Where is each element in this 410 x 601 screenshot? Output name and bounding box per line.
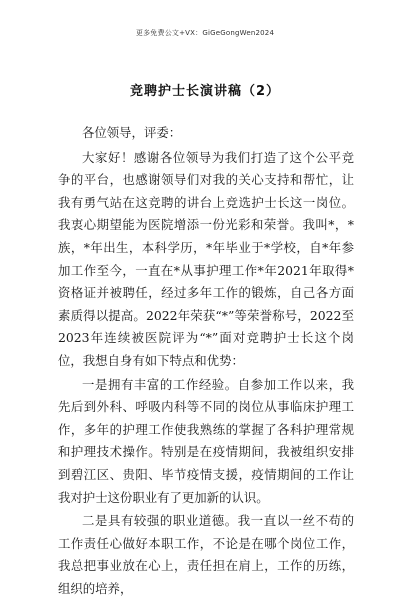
paragraph-intro: 大家好！感谢各位领导为我们打造了这个公平竞争的平台，也感谢领导们对我的关心支持和帮忙，让我有勇气站在这竞聘的讲台上竞选护士长这一岗位。我衷心期望能为医院增添一份光彩和荣誉。我叫*，*族，*年出生，本科学历，*年毕业于*学校，自*年参加工作至今，一直在*从事护理工作*年2021年取得*资格证并被聘任，经过多年工作的锻炼，自己各方面素质得以提高。2022年荣获“*”等荣誉称号，2022至2023年连续被医院评为“*”面对竞聘护士长这个岗位，我想自身有如下特点和优势： bbox=[58, 149, 354, 368]
paragraph-ethics: 二是具有较强的职业道德。我一直以一丝不苟的工作责任心做好本职工作，不论是在哪个岗位工作，我总把事业放在心上，责任担在肩上，工作的历练，组织的培养， bbox=[58, 513, 354, 596]
header-note: 更多免费公文+VX：GiGeGongWen2024 bbox=[135, 29, 275, 37]
document-title: 竞聘护士长演讲稿（2） bbox=[129, 84, 281, 99]
document-body bbox=[58, 122, 354, 601]
paragraph-experience: 一是拥有丰富的工作经验。自参加工作以来，我先后到外科、呼吸内科等不同的岗位从事临床护理工作，多年的护理工作使我熟练的掌握了各科护理常规和护理技术操作。特别是在疫情期间，我被组织安排到碧江区、贵阳、毕节疫情支援，疫情期间的工作让我对护士这份职业有了更加新的认识。 bbox=[58, 376, 354, 505]
salutation: 各位领导，评委： bbox=[82, 125, 182, 140]
